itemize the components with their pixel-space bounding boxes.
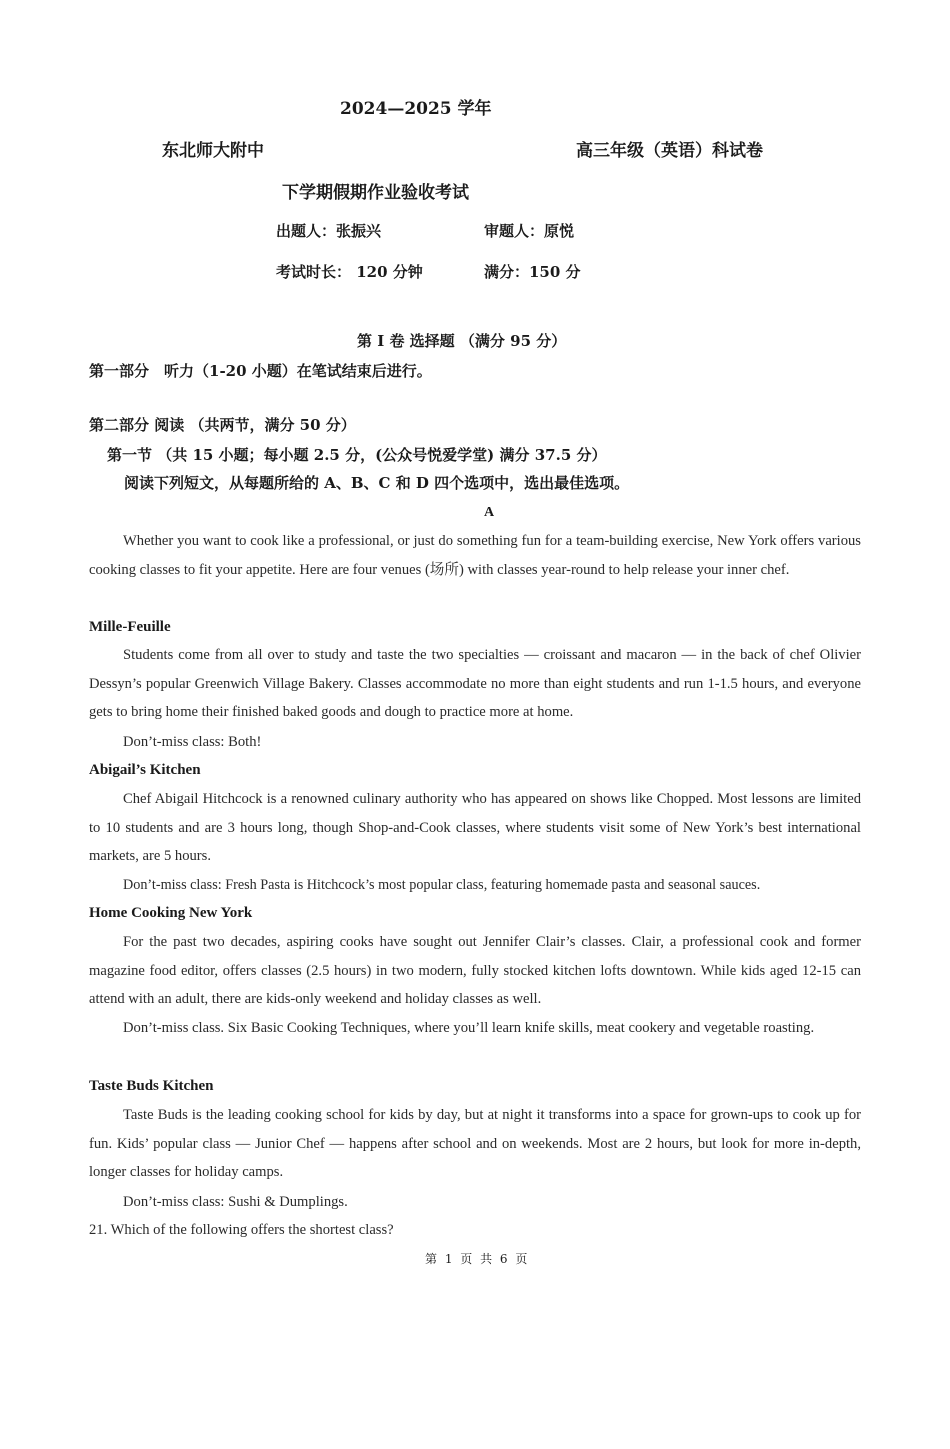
reading-instruction: 阅读下列短文，从每题所给的 A、B、C 和 D 四个选项中，选出最佳选项。 <box>124 474 630 492</box>
part2-reading: 第二部分 阅读 （共两节，满分 50 分） <box>89 416 356 434</box>
venue-desc-abigails-kitchen: Chef Abigail Hitchcock is a renowned culinary authority who has appeared on shows like Chopped. Most lessons are limited to 10 students and are 3 hours long, though Shop-and-Cook classes, where students visit some of New York’s best international markets, are 5 hours. <box>89 791 861 865</box>
venue-name-taste-buds: Taste Buds Kitchen <box>89 1078 214 1094</box>
exam-title: 高三年级（英语）科试卷 <box>576 141 763 161</box>
exam-duration: 考试时长： 120 分钟 <box>276 263 423 281</box>
question-setter: 出题人：张振兴 <box>276 222 382 240</box>
question-21: 21. Which of the following offers the shortest class? <box>89 1222 394 1238</box>
venue-dontmiss-mille-feuille: Don’t-miss class: Both! <box>123 734 262 750</box>
venue-name-abigails-kitchen: Abigail’s Kitchen <box>89 762 201 778</box>
venue-dontmiss-taste-buds: Don’t-miss class: Sushi & Dumplings. <box>123 1194 348 1210</box>
venue-name-mille-feuille: Mille-Feuille <box>89 619 171 635</box>
volume-heading: 第 I 卷 选择题 （满分 95 分） <box>357 332 567 350</box>
venue-desc-taste-buds: Taste Buds is the leading cooking school for kids by day, but at night it transforms into a space for grown-ups to cook up for fun. Kids’ popular class — Junior Chef — happens after school and on weekends. Most are 2 hours, but look for more in-depth, longer classes for holiday camps. <box>89 1107 861 1181</box>
venue-name-home-cooking: Home Cooking New York <box>89 905 253 921</box>
school-year: 2024—2025 学年 <box>340 99 492 119</box>
venue-desc-home-cooking: For the past two decades, aspiring cooks have sought out Jennifer Clair’s classes. Clair, a professional cook and former magazine food editor, offers classes (2.5 hours) in two modern, fully stocked kitchen lofts downtown. While kids aged 12-15 can attend with an adult, there are kids-only weekend and holiday classes as well. <box>89 934 861 1008</box>
school-name: 东北师大附中 <box>162 141 264 161</box>
passage-label: A <box>484 505 495 520</box>
venue-desc-mille-feuille: Students come from all over to study and taste the two specialties — croissant and macaron — in the back of chef Olivier Dessyn’s popular Greenwich Village Bakery. Classes accommodate no more than eight students and run 1-1.5 hours, and everyone gets to bring home their finished baked goods and dough to practice more at home. <box>89 647 861 721</box>
part1-listening: 第一部分 听力（1-20 小题）在笔试结束后进行。 <box>89 362 432 380</box>
section1-heading: 第一节 （共 15 小题；每小题 2.5 分，(公众号悦爱学堂) 满分 37.5 分） <box>107 446 607 464</box>
venue-dontmiss-home-cooking: Don’t-miss class. Six Basic Cooking Techniques, where you’ll learn knife skills, meat cookery and vegetable roasting. <box>123 1020 815 1036</box>
question-reviewer: 审题人：原悦 <box>484 222 575 240</box>
page-footer: 第 1 页 共 6 页 <box>425 1252 530 1266</box>
full-score: 满分：150 分 <box>484 263 581 281</box>
passage-intro: Whether you want to cook like a professional, or just do something fun for a team-building exercise, New York offers various cooking classes to fit your appetite. Here are four venues (场所) with classes year-round to help release your inner chef. <box>89 533 861 578</box>
exam-subtitle: 下学期假期作业验收考试 <box>282 183 469 203</box>
venue-dontmiss-abigails-kitchen: Don’t-miss class: Fresh Pasta is Hitchcock’s most popular class, featuring homemade pasta and seasonal sauces. <box>123 877 761 893</box>
